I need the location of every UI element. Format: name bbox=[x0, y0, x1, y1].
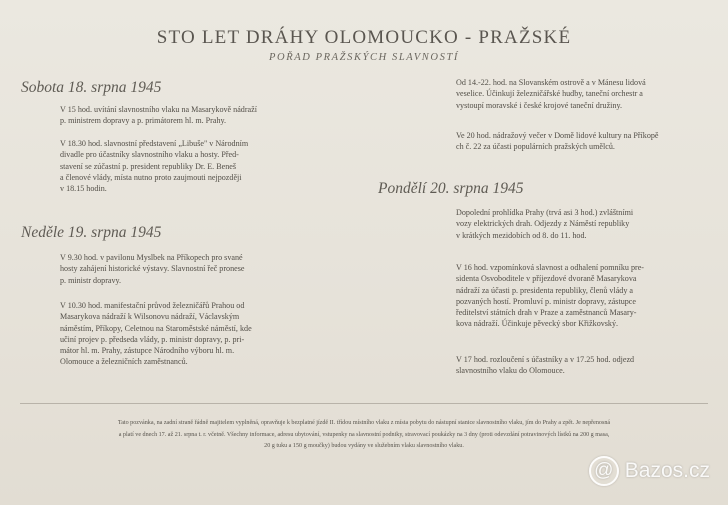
text-line: stavení se zúčastní p. president republiky Dr. E. Beneš bbox=[60, 161, 236, 171]
monday-item-2 bbox=[456, 262, 698, 330]
footer-divider bbox=[20, 403, 708, 404]
text-line: Masarykova nádraží k Wilsonovu nádraží, Václavským bbox=[60, 312, 240, 322]
saturday-item-1 bbox=[60, 104, 346, 127]
at-sign-icon: @ bbox=[589, 456, 619, 486]
text-line: hosty zahájení historické výstavy. Slavnostní řeč pronese bbox=[60, 264, 245, 274]
text-line: vozy elektrických drah. Odjezdy z Náměstí republiky bbox=[456, 219, 630, 229]
text-line: V 18.30 hod. slavnostní představení „Libuše" v Národním bbox=[60, 139, 249, 148]
text-line: Od 14.-22. hod. na Slovanském ostrově a v Mánesu lidová bbox=[456, 78, 646, 87]
saturday-heading: Sobota 18. srpna 1945 bbox=[21, 79, 162, 96]
footer-line: 20 g tuku a 150 g moučky) budou vydány ve služebním vlaku slavnostního vlaku. bbox=[264, 443, 464, 449]
text-line: pozvaných hostí. Promluví p. ministr dopravy, zástupce bbox=[456, 296, 636, 306]
saturday-item-2 bbox=[60, 138, 346, 194]
watermark-text: Bazos.cz bbox=[624, 459, 710, 482]
monday-heading: Pondělí 20. srpna 1945 bbox=[378, 180, 524, 197]
text-line: V 15 hod. uvítání slavnostního vlaku na Masarykově nádraží bbox=[60, 105, 257, 114]
text-line: nádraží za účasti p. presidenta republiky, členů vlády a bbox=[456, 285, 634, 295]
saturday-cont-item-2 bbox=[456, 130, 698, 153]
text-line: p. ministrem dopravy a p. primátorem hl. m. Prahy. bbox=[60, 116, 227, 126]
text-line: sidenta Osvoboditele v příjezdové dvoraně Masarykova bbox=[456, 274, 637, 284]
footer-notice bbox=[30, 418, 698, 453]
text-line: p. ministr dopravy. bbox=[60, 275, 122, 285]
text-line: mátor hl. m. Prahy, zástupce Národního výboru hl. m. bbox=[60, 346, 235, 356]
text-line: V 10.30 hod. manifestační průvod železničářů Prahou od bbox=[60, 301, 245, 310]
text-line: slavnostního vlaku do Olomouce. bbox=[456, 366, 565, 376]
monday-item-3 bbox=[456, 354, 698, 377]
sunday-item-2 bbox=[60, 300, 346, 368]
text-line: Dopolední prohlídka Prahy (trvá asi 3 hod.) zvláštními bbox=[456, 208, 634, 217]
footer-line: Tato pozvánka, na zadní straně řádně majitelem vyplněná, opravňuje k bezplatné jízdě II. třídou místního vlaku z místa pobytu do nástupní stanice slavnostního vlaku, jím do Prahy a zpět. Je nepřenosná bbox=[117, 420, 611, 426]
text-line: kova nádraží. Účinkuje pěvecký sbor Křižkovský. bbox=[456, 319, 619, 329]
bazos-watermark bbox=[589, 456, 710, 486]
text-line: v krátkých mezidobích od 8. do 11. hod. bbox=[456, 230, 587, 240]
text-line: učiní projev p. předseda vlády, p. ministr dopravy, p. pri- bbox=[60, 334, 245, 344]
text-line: veselice. Účinkují železničářské hudby, taneční orchestr a bbox=[456, 89, 643, 99]
text-line: V 9.30 hod. v pavilonu Myslbek na Příkopech pro svané bbox=[60, 253, 243, 262]
page-subtitle: POŘAD PRAŽSKÝCH SLAVNOSTÍ bbox=[269, 52, 459, 63]
text-line: Ve 20 hod. nádražový večer v Domě lidové kultury na Příkopě bbox=[456, 131, 659, 140]
text-line: V 16 hod. vzpomínková slavnost a odhalení pomníku pre- bbox=[456, 263, 645, 272]
sunday-heading: Neděle 19. srpna 1945 bbox=[21, 224, 162, 241]
text-line: divadle pro účastníky slavnostního vlaku a hosty. Před- bbox=[60, 150, 239, 160]
text-line: ředitelství státních drah v Praze a zaměstnanců Masary- bbox=[456, 308, 637, 318]
saturday-cont-item-1 bbox=[456, 77, 698, 111]
text-line: v 18.15 hodin. bbox=[60, 184, 107, 194]
text-line: Olomouce a železničních zaměstnanců. bbox=[60, 357, 188, 367]
text-line: ch č. 22 za účasti populárních pražských umělců. bbox=[456, 142, 615, 152]
page-title: STO LET DRÁHY OLOMOUCKO - PRAŽSKÉ bbox=[156, 27, 572, 48]
text-line: vystoupí moravské i české krojové taneční družiny. bbox=[456, 100, 623, 110]
sunday-item-1 bbox=[60, 252, 346, 286]
footer-line: a platí ve dnech 17. až 21. srpna t. r. včetně. Všechny informace, adresu ubytování, vstupenky na slavnostní podniky, stravovací poukázky na 3 dny (proti odevzdání potravinových lístků na 200 g masa, bbox=[118, 431, 610, 438]
text-line: náměstím, Příkopy, Celetnou na Staroměstské náměstí, kde bbox=[60, 323, 252, 333]
monday-item-1 bbox=[456, 207, 698, 241]
text-line: a členové vlády, místa nutno proto zaujmouti nejpozději bbox=[60, 172, 242, 182]
text-line: V 17 hod. rozloučení s účastníky a v 17.25 hod. odjezd bbox=[456, 355, 635, 364]
